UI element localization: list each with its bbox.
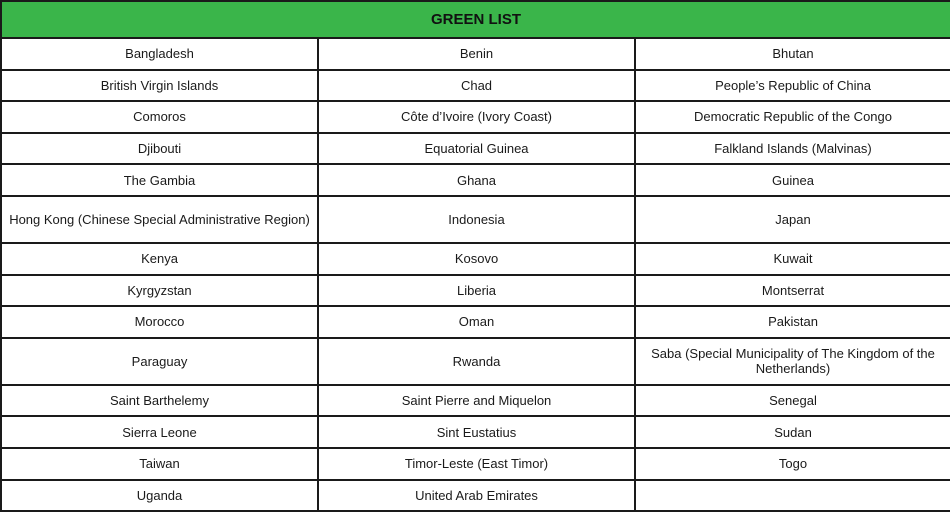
table-row [1, 448, 950, 480]
country-cell: Taiwan [1, 448, 318, 480]
country-cell: Falkland Islands (Malvinas) [635, 133, 950, 165]
table-title: GREEN LIST [1, 1, 950, 38]
country-cell: Indonesia [318, 196, 635, 243]
country-cell: Comoros [1, 101, 318, 133]
country-cell: People’s Republic of China [635, 70, 950, 102]
country-cell: Hong Kong (Chinese Special Administrative Region) [1, 196, 318, 243]
table-row [1, 275, 950, 307]
table-row [1, 133, 950, 165]
country-cell: Saba (Special Municipality of The Kingdom of the Netherlands) [635, 338, 950, 385]
country-cell: Kosovo [318, 243, 635, 275]
country-cell: United Arab Emirates [318, 480, 635, 512]
country-cell: Bhutan [635, 38, 950, 70]
country-cell: Paraguay [1, 338, 318, 385]
table-row [1, 70, 950, 102]
table-row [1, 416, 950, 448]
table-row [1, 38, 950, 70]
country-cell: Côte d’Ivoire (Ivory Coast) [318, 101, 635, 133]
table-row [1, 196, 950, 243]
country-cell: Benin [318, 38, 635, 70]
country-cell: Sint Eustatius [318, 416, 635, 448]
country-cell: Liberia [318, 275, 635, 307]
table-body [1, 38, 950, 511]
country-cell: Montserrat [635, 275, 950, 307]
country-cell: The Gambia [1, 164, 318, 196]
country-cell: Djibouti [1, 133, 318, 165]
country-cell: Sudan [635, 416, 950, 448]
country-cell: Pakistan [635, 306, 950, 338]
country-cell: Oman [318, 306, 635, 338]
country-cell: British Virgin Islands [1, 70, 318, 102]
table-row [1, 164, 950, 196]
country-cell: Kyrgyzstan [1, 275, 318, 307]
country-cell [635, 480, 950, 512]
country-cell: Rwanda [318, 338, 635, 385]
table-row [1, 385, 950, 417]
country-cell: Bangladesh [1, 38, 318, 70]
country-cell: Uganda [1, 480, 318, 512]
table-row [1, 338, 950, 385]
country-cell: Equatorial Guinea [318, 133, 635, 165]
country-cell: Ghana [318, 164, 635, 196]
country-cell: Sierra Leone [1, 416, 318, 448]
country-cell: Timor-Leste (East Timor) [318, 448, 635, 480]
country-cell: Japan [635, 196, 950, 243]
table-row [1, 243, 950, 275]
country-cell: Saint Pierre and Miquelon [318, 385, 635, 417]
country-cell: Democratic Republic of the Congo [635, 101, 950, 133]
country-cell: Saint Barthelemy [1, 385, 318, 417]
country-cell: Togo [635, 448, 950, 480]
table-row [1, 306, 950, 338]
country-cell: Kuwait [635, 243, 950, 275]
country-cell: Senegal [635, 385, 950, 417]
table-row [1, 101, 950, 133]
table-header-row [1, 1, 950, 38]
table-row [1, 480, 950, 512]
country-cell: Chad [318, 70, 635, 102]
country-cell: Guinea [635, 164, 950, 196]
country-cell: Kenya [1, 243, 318, 275]
country-cell: Morocco [1, 306, 318, 338]
